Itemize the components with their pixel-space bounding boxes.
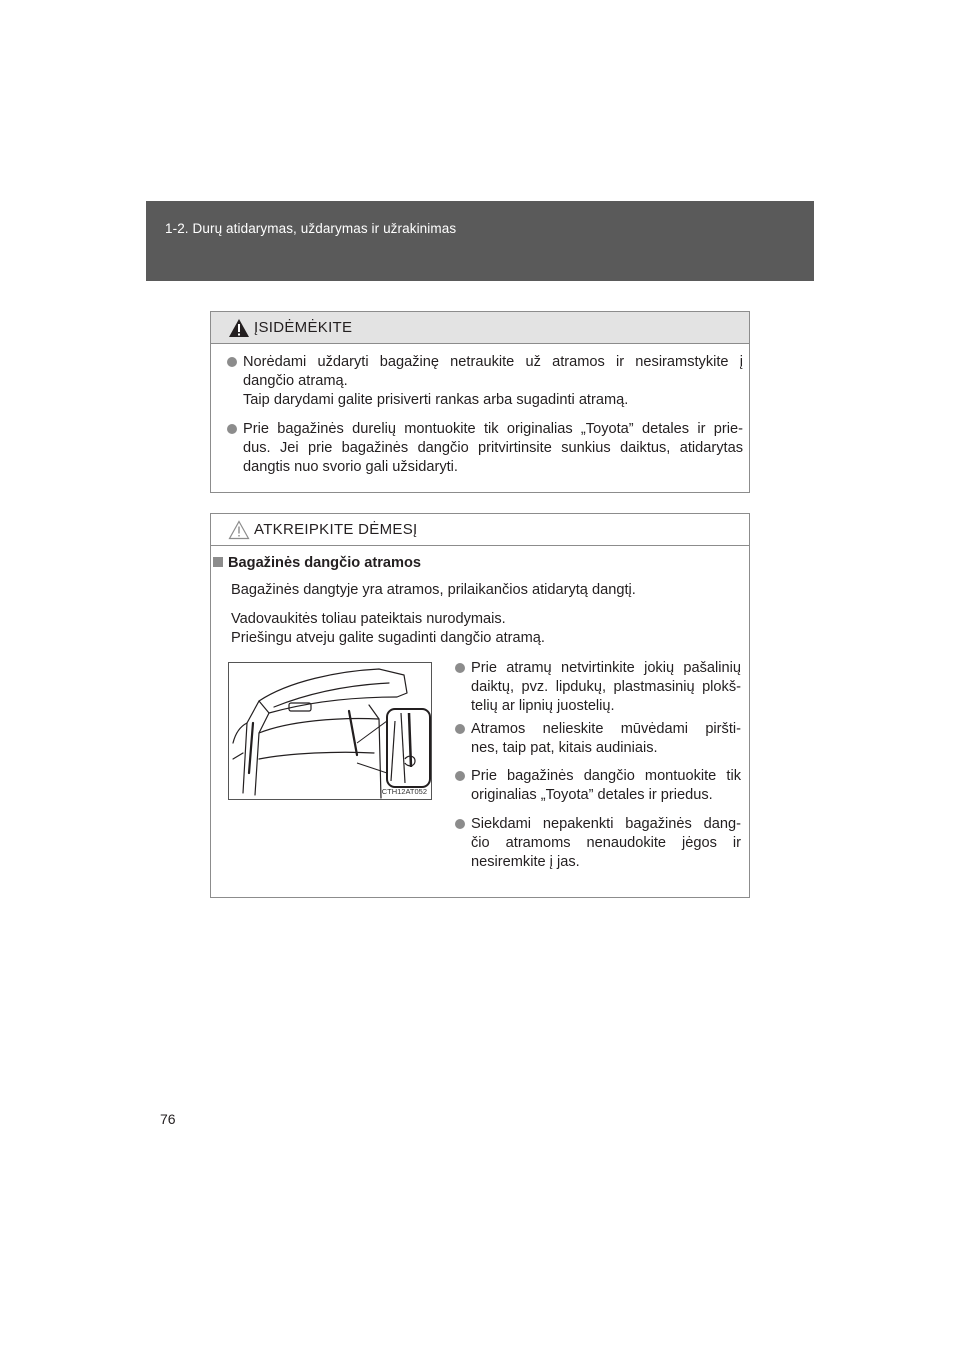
notice-paragraph-1	[231, 581, 636, 600]
notice-item-4-line-2: čio atramoms nenaudokite jėgos ir	[471, 835, 741, 851]
notice-box	[210, 513, 750, 898]
page-number: 76	[160, 1111, 176, 1127]
notice-item-1	[471, 659, 741, 716]
notice-item-2-line-2: nes, taip pat, kitais audiniais.	[471, 740, 658, 756]
liftgate-support-figure	[228, 662, 432, 800]
bullet-icon	[455, 663, 465, 673]
notice-title: ATKREIPKITE DĖMESĮ	[254, 521, 418, 538]
notice-item-1-line-1: Prie atramų netvirtinkite jokių pašalinių	[471, 660, 741, 676]
warning-title: ĮSIDĖMĖKITE	[254, 319, 353, 336]
notice-item-3-line-1: Prie bagažinės dangčio montuokite tik	[471, 768, 741, 784]
notice-subheading-text: Bagažinės dangčio atramos	[228, 555, 422, 571]
bullet-icon	[455, 724, 465, 734]
warning-item-2-line-1: Prie bagažinės durelių montuokite tik originalias „Toyota” detales ir prie-	[243, 421, 743, 437]
warning-item-1	[243, 353, 743, 410]
notice-item-3	[471, 767, 741, 805]
warning-header	[211, 312, 749, 344]
notice-paragraph-2	[231, 610, 545, 648]
warning-item-1-line-1: Norėdami uždaryti bagažinę netraukite už atramos ir nesiramstykite į	[243, 354, 743, 370]
notice-item-2	[471, 720, 741, 758]
notice-item-2-line-1: Atramos nelieskite mūvėdami piršti-	[471, 721, 741, 737]
caution-outline-icon	[228, 520, 250, 540]
bullet-icon	[227, 357, 237, 367]
warning-filled-icon	[228, 318, 250, 338]
notice-paragraph-2-line-2: Priešingu atveju galite sugadinti dangčio atramą.	[231, 630, 545, 646]
bullet-icon	[227, 424, 237, 434]
notice-paragraph-2-line-1: Vadovaukitės toliau pateiktais nurodymais.	[231, 611, 506, 627]
notice-item-1-line-3: telių ar lipnių juostelių.	[471, 698, 615, 714]
section-title: 1-2. Durų atidarymas, uždarymas ir užrakinimas	[165, 221, 457, 236]
notice-item-3-line-2: originalias „Toyota” detales ir priedus.	[471, 787, 713, 803]
notice-subheading	[213, 555, 421, 571]
warning-item-2	[243, 420, 743, 477]
warning-item-1-line-3: Taip darydami galite prisiverti rankas arba sugadinti atramą.	[243, 392, 629, 408]
notice-paragraph-1-text: Bagažinės dangtyje yra atramos, prilaikančios atidarytą dangtį.	[231, 582, 636, 598]
notice-header	[211, 514, 749, 546]
chapter-header-band	[146, 201, 814, 281]
notice-item-4	[471, 815, 741, 872]
bullet-icon	[455, 819, 465, 829]
notice-item-4-line-3: nesiremkite į jas.	[471, 854, 580, 870]
square-bullet-icon	[213, 557, 223, 567]
figure-code: CTH12AT052	[381, 787, 427, 796]
bullet-icon	[455, 771, 465, 781]
warning-item-2-line-2: dus. Jei prie bagažinės dangčio pritvirtinsite sunkius daiktus, atidarytas	[243, 440, 743, 456]
warning-box	[210, 311, 750, 493]
notice-item-4-line-1: Siekdami nepakenkti bagažinės dang-	[471, 816, 741, 832]
warning-item-2-line-3: dangtis nuo svorio gali užsidaryti.	[243, 459, 458, 475]
notice-item-1-line-2: daiktų, pvz. lipdukų, plastmasinių plokš-	[471, 679, 741, 695]
liftgate-illustration	[229, 663, 431, 799]
warning-item-1-line-2: dangčio atramą.	[243, 373, 348, 389]
